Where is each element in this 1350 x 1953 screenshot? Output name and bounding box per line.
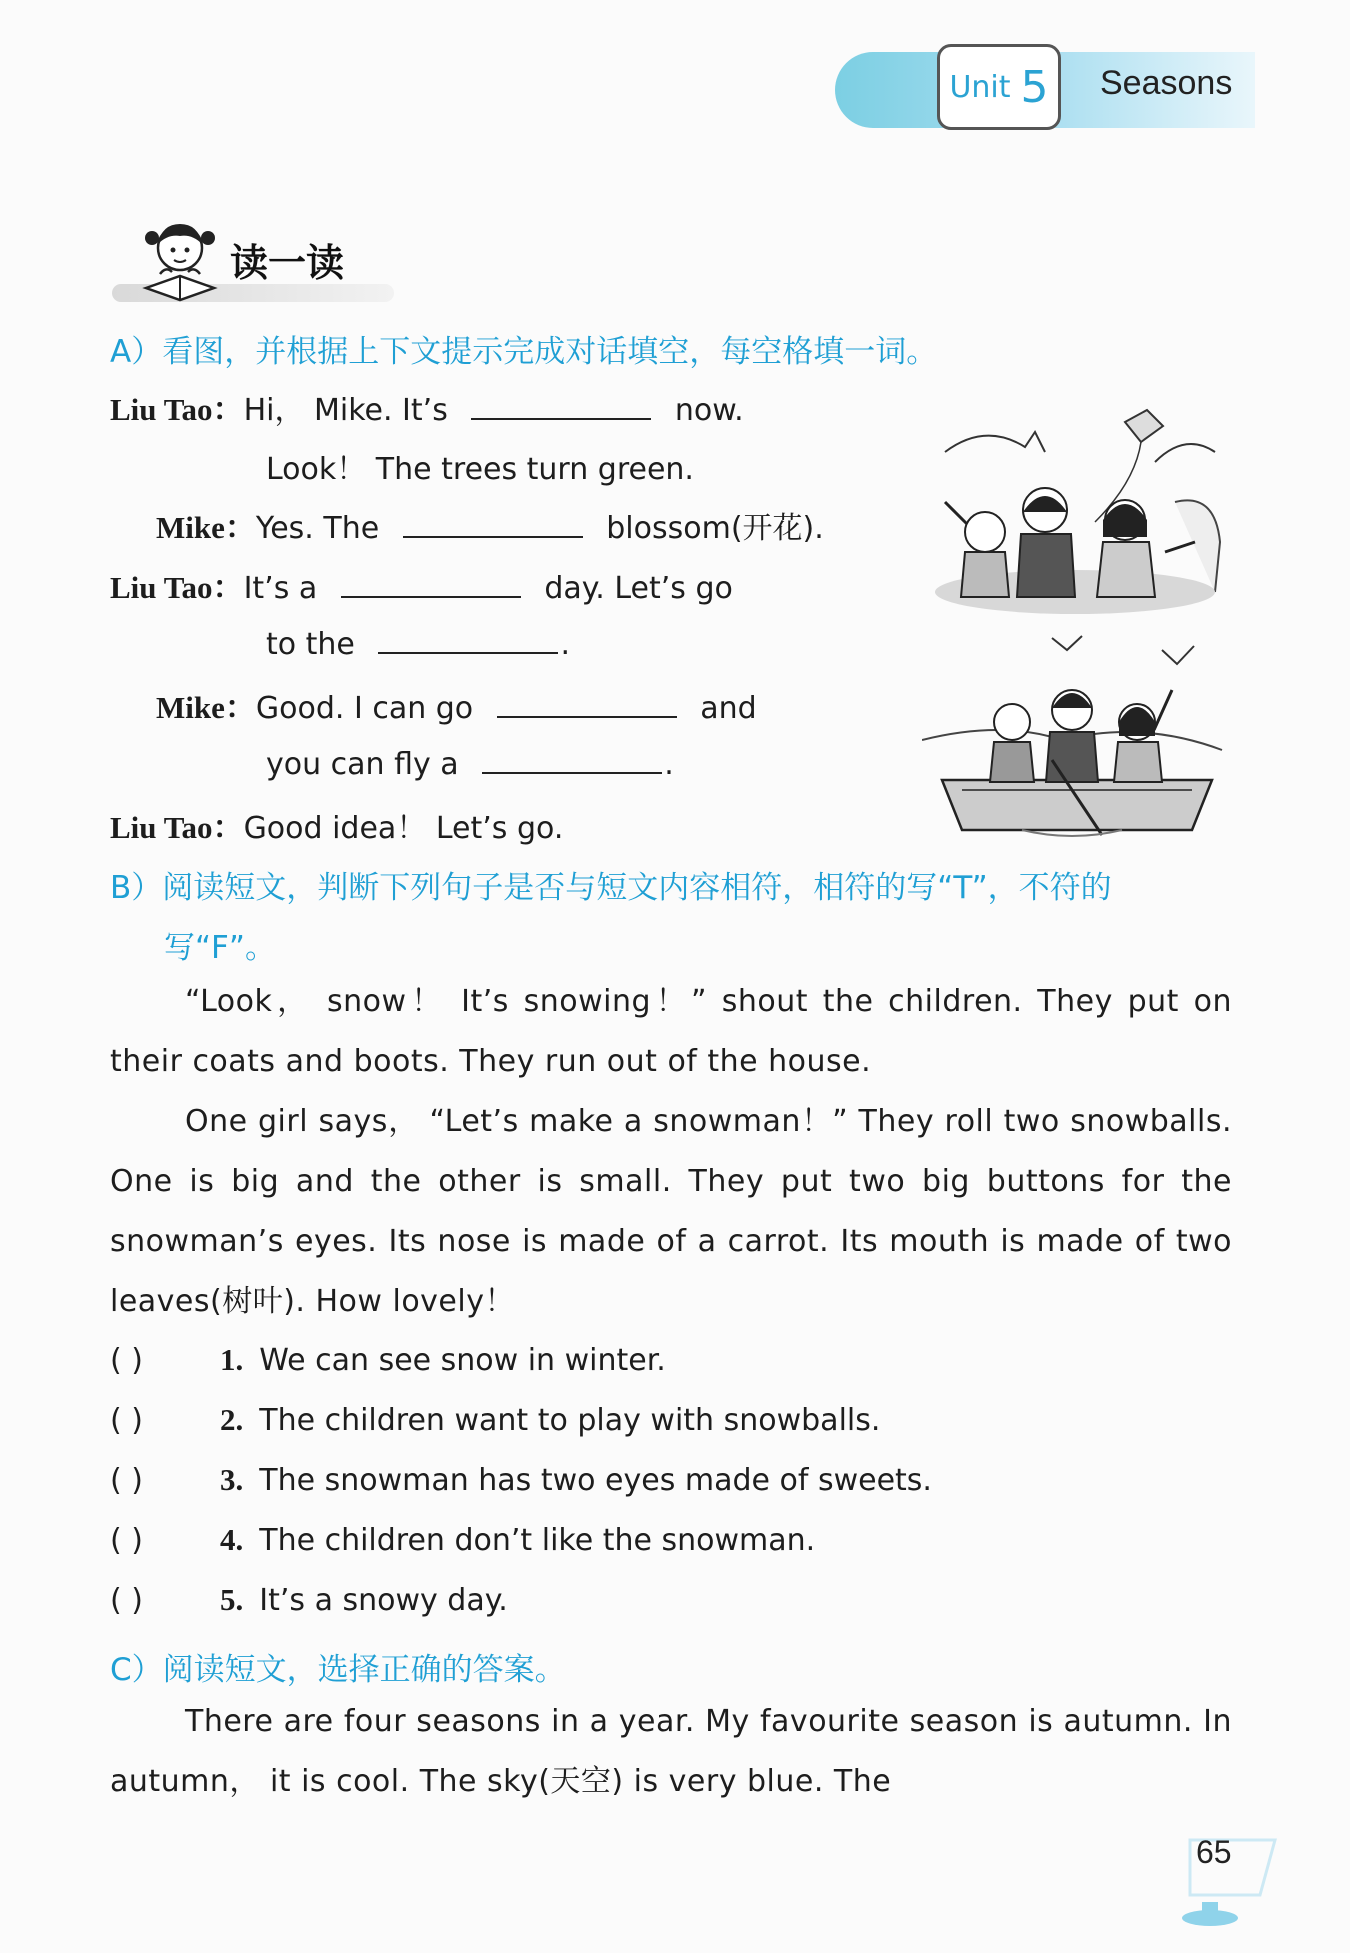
item-text: The children don’t like the snowman. [259,1523,816,1558]
item-text: It’s a snowy day. [259,1583,508,1618]
dialogue-text: now. [674,393,744,428]
item-number: 3. [220,1462,244,1497]
answer-blank[interactable] [403,506,583,538]
dialogue-line-5 [266,622,570,662]
part-a-instruction: A）看图，并根据上下文提示完成对话填空，每空格填一词。 [110,334,938,370]
section-title: 读一读 [230,240,345,285]
tf-item-1 [110,1342,666,1378]
part-c-passage [110,1692,1232,1812]
dialogue-text: to the [266,627,355,662]
part-b-passage [110,972,1232,1332]
dialogue-line-6 [156,682,757,727]
unit-word: Unit [949,69,1011,105]
dialogue-line-4 [110,562,733,607]
tf-item-4 [110,1522,815,1558]
kite-flying-illustration [925,392,1225,617]
dialogue-text: you can fly a [266,747,459,782]
speaker-label: Liu Tao： [110,810,244,845]
answer-paren[interactable]: ( ) [110,1343,143,1378]
page-number: 65 [1196,1834,1232,1870]
dialogue-text: Hi， Mike. It’s [243,393,448,428]
unit-number: 5 [1020,61,1049,113]
dialogue-text: and [700,691,757,726]
dialogue-line-3 [156,502,824,547]
part-c-instruction: C）阅读短文，选择正确的答案。 [110,1652,566,1688]
answer-blank[interactable] [471,388,651,420]
part-b-instruction-line-2: 写“F”。 [164,930,276,966]
tf-item-2 [110,1402,880,1438]
answer-paren[interactable]: ( ) [110,1463,143,1498]
answer-paren[interactable]: ( ) [110,1523,143,1558]
tf-item-5 [110,1582,508,1618]
dialogue-line-1 [110,384,744,429]
speaker-label: Liu Tao： [110,570,244,605]
item-number: 1. [220,1342,244,1377]
dialogue-text: Look！ The trees turn green. [266,452,694,487]
dialogue-text: . [664,747,674,782]
passage-paragraph-1: “Look， snow！ It’s snowing！” shout the children. They put on their coats and boots. They run out of the house. [110,984,1232,1079]
dialogue-text: day. Let’s go [544,571,733,606]
answer-blank[interactable] [497,686,677,718]
speaker-label: Mike： [156,510,256,545]
passage-paragraph: There are four seasons in a year. My favourite season is autumn. In autumn， it is cool. The sky(天空) is very blue. The [110,1704,1232,1799]
dialogue-line-2 [266,444,694,488]
dialogue-line-8 [110,802,563,847]
dialogue-text: Yes. The [255,511,380,546]
answer-blank[interactable] [482,742,662,774]
dialogue-text: Good. I can go [255,691,474,726]
speaker-label: Mike： [156,690,256,725]
tf-item-3 [110,1462,932,1498]
item-number: 4. [220,1522,244,1557]
unit-title: Seasons [1100,64,1233,102]
item-text: The snowman has two eyes made of sweets. [259,1463,932,1498]
answer-blank[interactable] [378,622,558,654]
answer-paren[interactable]: ( ) [110,1403,143,1438]
dialogue-text: blossom(开花). [606,511,824,546]
answer-paren[interactable]: ( ) [110,1583,143,1618]
item-number: 2. [220,1402,244,1437]
reading-girl-icon [132,214,228,304]
item-text: We can see snow in winter. [259,1343,666,1378]
dialogue-text: . [560,627,570,662]
dialogue-line-7 [266,742,674,782]
dialogue-text: Good idea！ Let’s go. [243,811,564,846]
answer-blank[interactable] [341,566,521,598]
item-number: 5. [220,1582,244,1617]
unit-badge [937,44,1061,130]
item-text: The children want to play with snowballs. [259,1403,881,1438]
dialogue-text: It’s a [243,571,318,606]
passage-paragraph-2: One girl says， “Let’s make a snowman！” They roll two snowballs. One is big and the other is small. They put two big buttons for the snowman’s eyes. Its nose is made of a carrot. Its mouth is made of two leaves(树叶). How lovely！ [110,1104,1232,1319]
part-b-instruction-line-1: B）阅读短文，判断下列句子是否与短文内容相符，相符的写“T”，不符的 [110,870,1112,906]
boating-illustration [922,630,1227,845]
speaker-label: Liu Tao： [110,392,244,427]
